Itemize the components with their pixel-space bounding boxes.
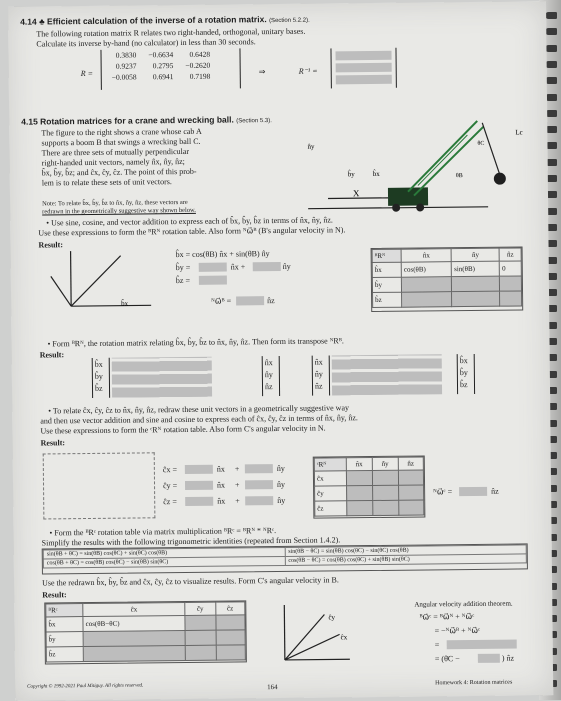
vector-entry: b̂y xyxy=(94,371,103,381)
problem-414-heading: 4.14 ♣ Efficient calculation of the inverse of a rotation matrix. (Section 5.2.2). xyxy=(20,14,310,27)
ny-label: n̂y xyxy=(276,479,286,490)
problem-414-text-2: Calculate its inverse by-hand (no calculator) in less than 30 seconds. xyxy=(36,37,256,49)
vector-entry: b̂z xyxy=(94,383,103,393)
svg-text:b̂x: b̂x xyxy=(121,299,129,308)
blank-cell[interactable] xyxy=(215,615,245,630)
vector-entry: b̂x xyxy=(94,359,103,369)
bullet-1-line-1: • Use sine, cosine, and vector addition to express each of b̂x, b̂y, b̂z in terms of n̂x, n̂y, n̂z. xyxy=(46,215,333,228)
rotation-table-bn xyxy=(371,246,524,312)
wrecking-ball xyxy=(494,173,506,185)
c-eq-label: ĉz = xyxy=(163,497,177,507)
bullet-3-line-3: Use these expressions to form the ᶜRᴺ rotation table. Also form C's angular velocity in N. xyxy=(40,423,326,436)
av-line-4: = (θ̇C − xyxy=(434,654,460,664)
table-row-header: b̂z xyxy=(46,647,83,662)
nx-label: n̂x xyxy=(216,464,225,474)
blank-cell[interactable] xyxy=(185,615,216,630)
table-col-header: ĉx xyxy=(83,602,185,616)
c-eq-label: ĉy = xyxy=(162,481,178,491)
blank-cell[interactable] xyxy=(372,485,398,500)
eq-bx: b̂x = cos(θB) n̂x + sin(θB) n̂y xyxy=(175,249,270,260)
c-eq-label: ĉx = xyxy=(162,465,177,475)
blank-cell[interactable] xyxy=(452,291,500,307)
use-redrawn-text: Use the redrawn b̂x, b̂y, b̂z and ĉx, ĉy, ĉz to visualize results. Form C's angular velocity in B. xyxy=(42,575,339,588)
table-row-header: ĉx xyxy=(314,471,346,486)
blank-c-coef[interactable] xyxy=(245,480,273,489)
svg-text:ĉy: ĉy xyxy=(328,613,336,622)
blank-cell[interactable] xyxy=(346,471,372,486)
result-label-3: Result: xyxy=(40,438,66,448)
blank-cell[interactable] xyxy=(398,485,423,500)
blank-matrix[interactable] xyxy=(332,354,442,395)
simplify-text: Simplify the results with the following trigonometric identities (repeated from Section 1.4.2). xyxy=(41,535,341,548)
blank-cell[interactable] xyxy=(83,645,185,661)
angular-velocity-theorem: Angular velocity addition theorem. xyxy=(414,599,513,609)
eq-by: b̂y = xyxy=(175,262,191,273)
rotation-table-bc xyxy=(44,600,247,664)
vector-entry: b̂x xyxy=(459,356,468,366)
bullet-2: • Form ᴮRᴺ, the rotation matrix relating b̂x, b̂y, b̂z to n̂x, n̂y, n̂z. Then form its transpose ᴺRᴮ. xyxy=(47,336,344,349)
sketch-area[interactable] xyxy=(43,452,156,519)
table-row-header: ĉz xyxy=(315,501,347,516)
implies-arrow: ⇒ xyxy=(258,67,266,77)
plus-sign: + xyxy=(234,464,240,474)
note-text-2: redrawn in the geometrically suggestive way shown below. xyxy=(42,206,196,216)
identity-cell: sin(θB + θC) = sin(θB) cos(θC) + sin(θC) cos(θB) xyxy=(43,547,285,559)
matrix-cell: 0.7198 xyxy=(189,71,211,81)
blank-by-y[interactable] xyxy=(253,262,281,271)
blank-c-coef[interactable] xyxy=(185,465,213,474)
table-col-header: n̂z xyxy=(398,457,423,470)
binding-ring xyxy=(545,12,557,19)
identity-cell: cos(θB − θC) = cos(θB) cos(θC) + sin(θB) sin(θC) xyxy=(285,554,527,566)
blank-c-coef[interactable] xyxy=(245,464,273,473)
blank-cell[interactable] xyxy=(398,470,423,485)
blank-matrix[interactable] xyxy=(112,357,212,398)
bullet-3-line-1: • To relate ĉx, ĉy, ĉz to n̂x, n̂y, n̂z, redraw these unit vectors in a geometrically suggestive way xyxy=(48,403,350,416)
blank-cell[interactable] xyxy=(399,500,424,515)
matrix-cell: 0.3830 xyxy=(115,50,137,60)
vector-entry: b̂y xyxy=(459,368,468,378)
blank-cell[interactable] xyxy=(216,645,246,660)
av-line-3: = xyxy=(434,640,440,650)
table-row-header: b̂z xyxy=(373,292,402,307)
table-row-header: b̂y xyxy=(372,277,401,292)
table-col-header: ĉy xyxy=(185,602,216,615)
bullet-4: • Form the ᴮRᶜ rotation table via matrix multiplication ᴮRᶜ = ᴮRᴺ * ᴺRᶜ. xyxy=(49,526,277,538)
blank-cell[interactable] xyxy=(500,276,522,291)
homework-page xyxy=(8,1,553,701)
nx-label: n̂x xyxy=(217,496,226,506)
blank-c-coef[interactable] xyxy=(185,497,213,506)
bullet-1-line-2: Use these expressions to form the ᴮRᴺ rotation table. Also form ᴺω⃗ᴮ (B's angular velocity in N). xyxy=(38,225,346,238)
eq-by-nx: n̂x + xyxy=(230,262,246,272)
plus-sign: + xyxy=(235,496,240,506)
blank-cell[interactable] xyxy=(402,292,452,308)
av-line-2: = −ᴺω⃗ᴮ + ᴺω⃗ᶜ xyxy=(434,625,481,636)
svg-text:ĉx: ĉx xyxy=(340,633,348,642)
matrix-cell: −0.0058 xyxy=(111,72,137,82)
description-line: b̂x, b̂y, b̂z; and ĉx, ĉy, ĉz. The point of this prob- xyxy=(41,166,197,178)
table-row-header: b̂x xyxy=(372,262,401,277)
table-row-header: ĉy xyxy=(315,486,347,501)
table-cell: sin(θB) xyxy=(451,261,499,277)
x-label: X xyxy=(352,188,360,199)
table-corner: ᴮRᶜ xyxy=(46,604,83,617)
matrix-cell: 0.9237 xyxy=(115,61,137,71)
table-corner: ᶜRᴺ xyxy=(314,458,346,471)
vector-entry: b̂z xyxy=(459,380,468,390)
table-col-header: n̂z xyxy=(499,248,521,261)
copyright: Copyright © 1992-2021 Paul Mitiguy. All rights reserved. xyxy=(27,683,144,690)
bc-diagram xyxy=(264,599,355,670)
result-label-1: Result: xyxy=(38,240,64,250)
vector-entry: n̂x xyxy=(264,358,273,368)
vector-entry: n̂z xyxy=(314,381,323,391)
table-corner: ᴮRᴺ xyxy=(372,249,401,262)
blank-bz[interactable] xyxy=(199,276,227,285)
blank-av-4[interactable] xyxy=(478,654,500,663)
blank-cell[interactable] xyxy=(373,500,399,515)
rotation-matrix-r xyxy=(100,48,240,89)
omega-b: ᴺω⃗ᴮ = xyxy=(211,296,232,306)
omega-c: ᴺω⃗ᶜ = xyxy=(433,487,453,497)
identity-cell: cos(θB + θC) = cos(θB) cos(θC) − sin(θB) sin(θC) xyxy=(43,556,285,568)
ny-label: n̂y xyxy=(277,495,286,506)
av-line-4-end: ) n̂z xyxy=(501,653,515,663)
blank-cell[interactable] xyxy=(185,630,216,645)
rotation-table-cn xyxy=(313,455,426,518)
table-col-header: n̂y xyxy=(451,248,499,262)
blank-cell[interactable] xyxy=(500,291,522,306)
trig-identities xyxy=(42,543,528,574)
table-row-header: b̂x xyxy=(46,617,83,632)
blank-cell[interactable] xyxy=(216,630,246,645)
lc-label: Lc xyxy=(515,128,523,137)
vector-column xyxy=(262,356,280,396)
result-label-2: Result: xyxy=(39,350,65,360)
vector-column xyxy=(457,354,475,394)
note-text: Note: To relate b̂x, b̂y, b̂z to n̂x, n̂y, n̂z, these vectors are xyxy=(42,198,188,208)
omega-c-nz: n̂z xyxy=(491,486,499,496)
matrix-cell: 0.2795 xyxy=(152,61,174,71)
table-cell: cos(θB−θC) xyxy=(83,615,185,631)
blank-cell[interactable] xyxy=(346,486,372,501)
table-col-header: n̂y xyxy=(372,457,398,470)
blank-c-coef[interactable] xyxy=(245,496,273,505)
vector-entry: n̂y xyxy=(314,369,323,379)
vector-column xyxy=(312,355,330,395)
page-number: 164 xyxy=(267,683,278,692)
blank-omega-b[interactable] xyxy=(236,296,264,305)
vector-entry: n̂z xyxy=(264,382,273,392)
matrix-cell: −0.6634 xyxy=(148,50,174,60)
binding-ring xyxy=(545,45,557,52)
bxby-diagram xyxy=(41,245,162,326)
blank-c-coef[interactable] xyxy=(185,481,213,490)
blank-cell[interactable] xyxy=(83,630,185,646)
table-row-header: b̂y xyxy=(46,632,83,647)
description-line: supports a boom B that swings a wrecking ball C. xyxy=(41,136,201,148)
problem-414-text-1: The following rotation matrix R relates two right-handed, orthogonal, unitary bases. xyxy=(36,26,306,39)
blank-cell[interactable] xyxy=(452,276,500,292)
table-cell: 0 xyxy=(500,261,522,276)
result-label-4: Result: xyxy=(42,590,67,600)
cable-line xyxy=(482,123,500,175)
description-line: lem is to relate these sets of unit vectors. xyxy=(41,177,172,188)
bullet-3-line-2: and then use vector addition and sine and cosine to express each of ĉx, ĉy, ĉz in terms of n̂x, n̂y, n̂z. xyxy=(40,413,358,426)
blank-av-3[interactable] xyxy=(447,640,517,650)
av-line-1: ᴮω⃗ᶜ = ᴮω⃗ᴺ + ᴺω⃗ᶜ xyxy=(419,611,475,622)
binding-ring xyxy=(545,28,557,35)
eq-bz: b̂z = xyxy=(175,275,190,286)
blank-by-x[interactable] xyxy=(199,263,227,272)
ny-label: n̂y xyxy=(307,142,315,151)
matrix-cell: −0.2620 xyxy=(185,60,211,70)
description-line: The figure to the right shows a crane whose cab A xyxy=(41,126,202,138)
answer-matrix-blank[interactable] xyxy=(330,48,396,89)
crane-figure xyxy=(287,106,548,219)
vector-entry: n̂y xyxy=(264,370,273,380)
ny-label: n̂y xyxy=(276,463,285,474)
identity-cell: sin(θB − θC) = sin(θB) cos(θC) − sin(θC) cos(θB) xyxy=(285,545,527,557)
nx-label: n̂x xyxy=(216,480,226,490)
blank-omega-c[interactable] xyxy=(459,487,487,496)
problem-415-heading: 4.15 Rotation matrices for a crane and wrecking ball. (Section 5.3). xyxy=(21,114,272,127)
eq-by-ny: n̂y xyxy=(282,261,291,271)
table-cell: cos(θB) xyxy=(401,262,451,278)
vector-column xyxy=(92,358,110,398)
footer-title: Homework 4: Rotation matrices xyxy=(435,679,513,687)
blank-cell[interactable] xyxy=(347,501,373,516)
omega-b-nz: n̂z xyxy=(267,296,275,306)
matrix-r-inverse-label: R⁻¹ = xyxy=(298,66,318,76)
description-line: There are three sets of mutually perpendicular xyxy=(41,146,190,158)
matrix-cell: 0.6428 xyxy=(189,49,211,59)
matrix-cell: 0.6941 xyxy=(152,72,174,82)
theta-b-label: θB xyxy=(455,173,463,180)
matrix-r-label: R = xyxy=(80,68,94,79)
blank-cell[interactable] xyxy=(185,645,216,660)
table-col-header: n̂x xyxy=(346,458,372,471)
plus-sign: + xyxy=(234,480,240,490)
table-col-header: n̂x xyxy=(401,249,451,263)
bx-label: b̂x xyxy=(372,169,380,179)
blank-cell[interactable] xyxy=(401,277,451,293)
table-col-header: ĉz xyxy=(215,602,245,615)
binding-ring xyxy=(545,61,557,68)
vector-entry: n̂x xyxy=(314,357,323,367)
blank-cell[interactable] xyxy=(372,470,398,485)
description-line: right-handed unit vectors, namely n̂x, n̂y, n̂z; xyxy=(41,156,185,168)
by-label: b̂y xyxy=(347,170,355,179)
theta-c-label: θC xyxy=(477,140,485,147)
